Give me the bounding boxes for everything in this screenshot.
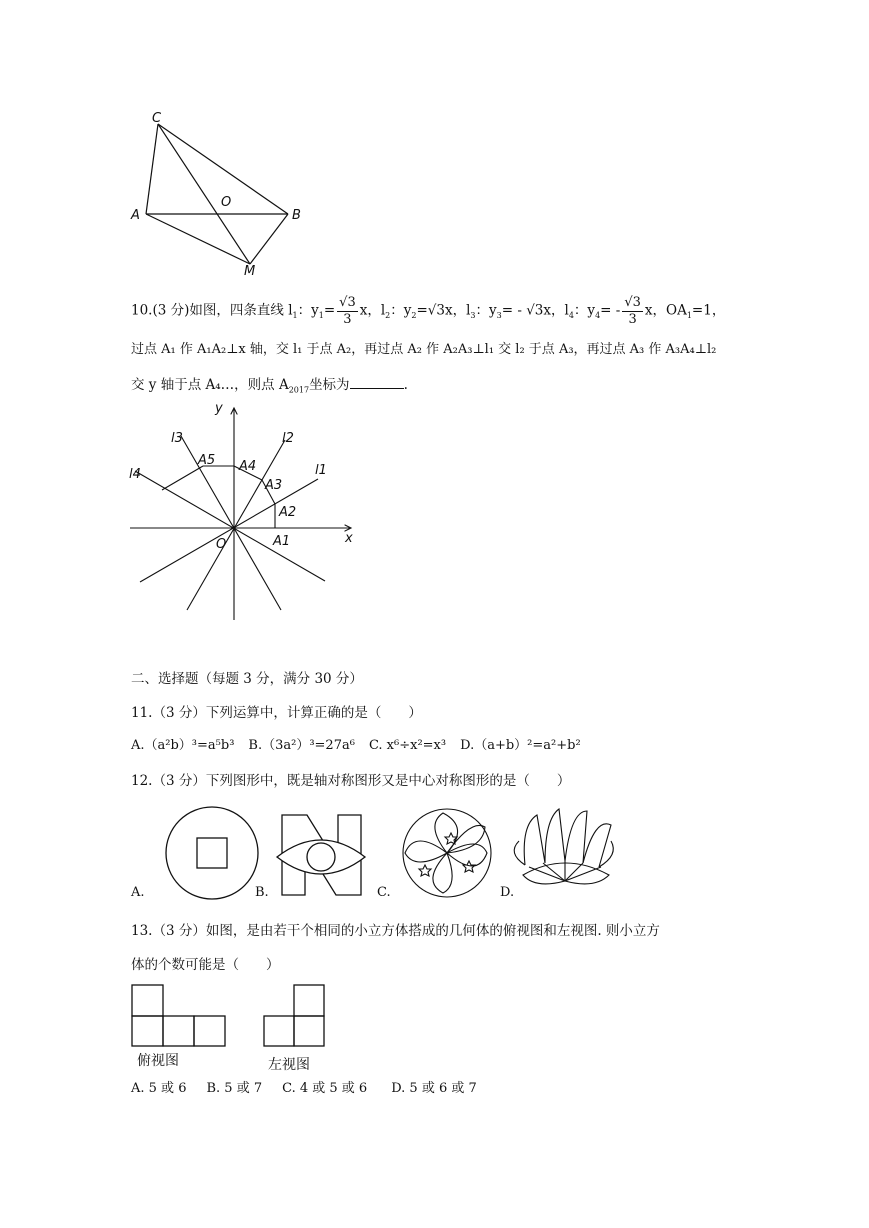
l2-label: l2 (282, 431, 294, 446)
l3-label: l3 (171, 431, 183, 446)
section-2-heading: 二、选择题（每题 3 分，满分 30 分） (131, 671, 363, 687)
q11-option-b[interactable]: B.（3a²）³=27a⁶ (248, 738, 355, 753)
l1-sep: ：y (297, 302, 319, 319)
l3-eq: = - √3x，l (501, 302, 569, 319)
oa-val: =1， (691, 302, 726, 319)
q11-stem: 11.（3 分）下列运算中，计算正确的是（ ） (131, 705, 422, 721)
label-A: A (131, 208, 140, 223)
left-view-grid (264, 985, 324, 1046)
y2-sub: 2 (411, 311, 417, 321)
q10-line3-a: 交 y 轴于点 A₄…，则点 A (131, 377, 289, 393)
A2-label: A2 (279, 505, 297, 520)
l4-eq: = - (600, 302, 621, 319)
l3-sub: 3 (470, 311, 476, 321)
figure-d-fan-shell[interactable] (514, 809, 613, 884)
answer-blank (350, 375, 404, 389)
label-B: B (292, 208, 301, 223)
q10-score: (3 分) (152, 302, 190, 319)
q10-intro: 如图，四条直线 l (189, 302, 293, 319)
l1-eq: = (323, 302, 336, 319)
label-M: M (244, 264, 256, 278)
figure-q9 (128, 108, 318, 278)
frac-den-b: 3 (628, 312, 637, 327)
l4-label: l4 (129, 467, 141, 482)
l1-label: l1 (315, 463, 327, 478)
A5-label: A5 (198, 453, 216, 468)
figure-a-circle-square[interactable] (166, 807, 258, 899)
y4-sub: 4 (595, 311, 601, 321)
l4-tail: x，OA (644, 302, 687, 319)
l2-text: ：y (390, 302, 412, 319)
q12-label-d: D. (500, 885, 515, 900)
q10-number: 10. (131, 302, 153, 319)
oa-sub: 1 (686, 311, 692, 321)
q12-label-b: B. (255, 885, 269, 900)
origin-label: O (216, 537, 227, 552)
figure-c-bauhinia[interactable] (403, 809, 491, 897)
left-view-caption: 左视图 (268, 1057, 310, 1073)
q12-label-c: C. (377, 885, 391, 900)
A3-label: A3 (265, 478, 283, 493)
label-C: C (152, 111, 162, 126)
label-O: O (221, 195, 232, 210)
l2-eq: =√3x，l (416, 302, 471, 319)
figure-q10 (125, 398, 365, 623)
fraction-sqrt3-over-3-b (622, 295, 643, 327)
q10-line1 (131, 295, 725, 327)
frac-den: 3 (343, 312, 352, 327)
q13-views (130, 983, 340, 1053)
A4-label: A4 (239, 459, 257, 474)
q10-line2: 过点 A₁ 作 A₁A₂⊥x 轴，交 l₁ 于点 A₂，再过点 A₂ 作 A₂A₃⊥l₁ 交 l₂ 于点 A₃，再过点 A₃ 作 A₃A₄⊥l₂ (131, 342, 717, 357)
top-view-caption: 俯视图 (137, 1053, 179, 1069)
q11-option-c[interactable]: C. x⁶÷x²=x³ (368, 738, 447, 753)
frac-num-b: √3 (624, 295, 641, 310)
q13-stem-line2: 体的个数可能是（ ） (131, 957, 280, 973)
q10-line3 (131, 375, 408, 401)
y3-sub: 3 (496, 311, 502, 321)
top-view-grid (132, 985, 225, 1046)
l3-text: ：y (475, 302, 497, 319)
q10-line3-end: . (403, 377, 408, 393)
l1-sub: 1 (292, 311, 298, 321)
q13-option-c[interactable]: C. 4 或 5 或 6 (282, 1081, 368, 1096)
q11-options (131, 736, 595, 756)
axis-y-label: y (215, 401, 223, 416)
A1-label: A1 (273, 534, 291, 549)
q11-option-a[interactable]: A.（a²b）³=a⁵b³ (131, 738, 235, 753)
q12-figures (125, 805, 625, 905)
l1-tail: x，l (359, 302, 386, 319)
l4-sub: 4 (568, 311, 574, 321)
axis-x-label: x (345, 531, 353, 546)
q13-options (131, 1079, 491, 1099)
fraction-sqrt3-over-3 (337, 295, 358, 327)
l2-sub: 2 (385, 311, 391, 321)
y1-sub: 1 (318, 311, 324, 321)
q13-stem-line1: 13.（3 分）如图，是由若干个相同的小立方体搭成的几何体的俯视图和左视图. 则小立方 (131, 923, 660, 939)
frac-num: √3 (339, 295, 356, 310)
q13-option-b[interactable]: B. 5 或 7 (206, 1081, 263, 1096)
q12-label-a: A. (131, 885, 145, 900)
q11-option-d[interactable]: D.（a+b）²=a²+b² (460, 738, 581, 753)
l4-text: ：y (573, 302, 596, 319)
q13-option-a[interactable]: A. 5 或 6 (131, 1081, 187, 1096)
q12-stem: 12.（3 分）下列图形中，既是轴对称图形又是中心对称图形的是（ ） (131, 773, 571, 789)
q10-line3-b: 坐标为 (309, 377, 350, 393)
figure-b-n-eye[interactable] (277, 815, 365, 895)
q13-option-d[interactable]: D. 5 或 6 或 7 (391, 1081, 477, 1096)
a2017-sub: 2017 (288, 385, 310, 395)
